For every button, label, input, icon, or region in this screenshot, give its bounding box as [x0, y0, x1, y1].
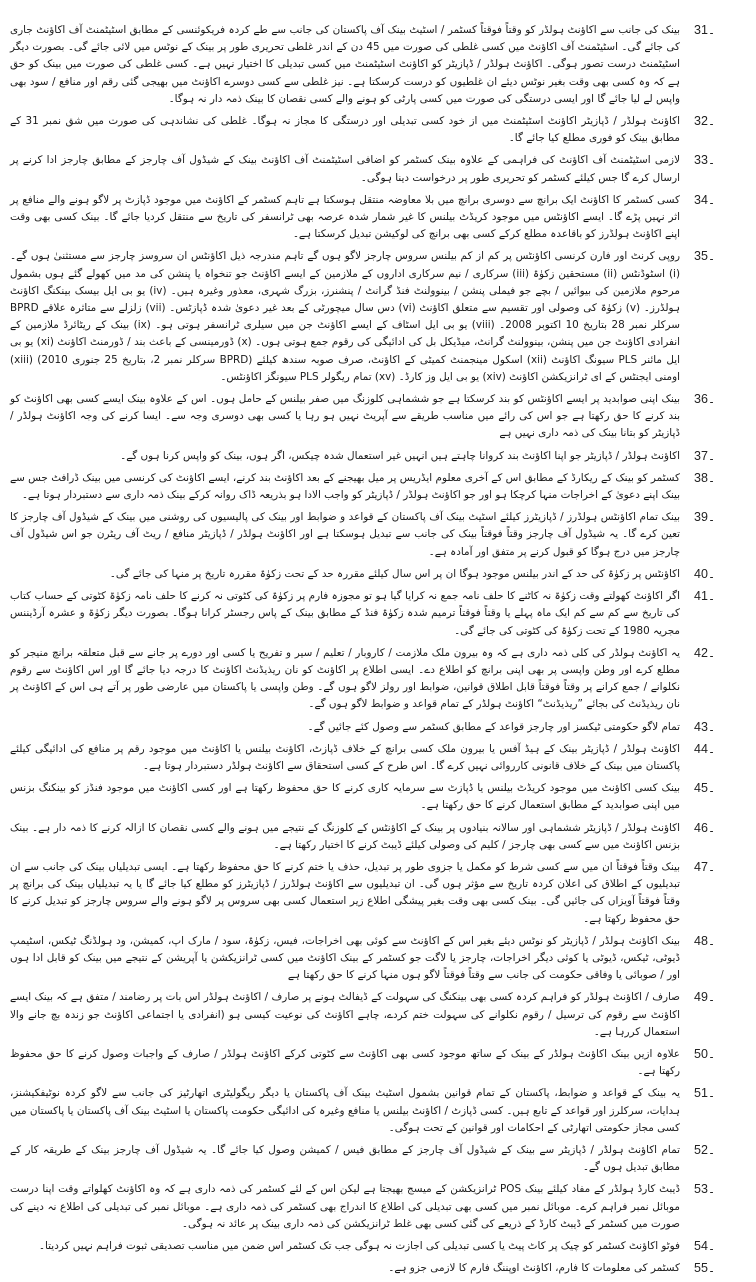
clause-34: [10, 192, 742, 244]
clause-38: [10, 470, 742, 504]
clause-number: 39۔: [694, 510, 716, 525]
clause-number: 50۔: [694, 1046, 716, 1061]
clause-text: بینک کسی اکاؤنٹ میں موجود کریڈٹ بیلنس یا ڈپازٹ سے سرمایہ کاری کرنے کا حق محفوظ رکھتا ہے اور کسی اکاؤنٹ میں موجود فنڈز کو بینکنگ بزنس میں اپنی صوابدید کے مطابق استعمال کرنے کا حق رکھتا ہے۔: [10, 782, 680, 812]
clause-40: [10, 566, 742, 583]
clause-text: بینک وقتاً فوقتاً ان میں سے کسی شرط کو مکمل یا جزوی طور پر تبدیل، حذف یا ختم کرنے کا حق محفوظ رکھتا ہے۔ ایسی تبدیلیاں بینک کی جانب سے ان تبدیلیوں کے اطلاق کی اعلان کردہ تاریخ سے مؤثر ہوں گی۔ ان تبدیلیوں سے اکاؤنٹ ہولڈرز / ڈپازیٹرز کو مطلع کیا جائے گا یا یہ تبدیلیاں بینک کی برانچ پر وقتاً فوقتاً آویزاں کی جائیں گی۔ بینک کسی بھی وقت بغیر پیشگی اطلاع زیر استعمال کسی بھی سروس پر لاگو ہونے والے سروس چارجز کو تبدیل کرنے کا حق محفوظ رکھتا ہے۔: [10, 860, 680, 925]
clause-text: تمام لاگو حکومتی ٹیکسز اور چارجز قواعد کے مطابق کسٹمر سے وصول کئے جائیں گے۔: [307, 720, 680, 733]
clause-number: 34۔: [694, 192, 716, 207]
clause-text: اکاؤنٹ ہولڈر / ڈپازیٹر ششماہی اور سالانہ بنیادوں پر بینک کے اکاؤنٹس کے کلوزنگ کے نتیجے میں ہونے والے کسی نقصان کا ازالہ کرنے کا ذمہ دار ہے۔ بینک بزنس اکاؤنٹ میں سے کسی بھی چارجز / کلیم کی وصولی کیلئے ڈیبٹ کرنے کا اختیار رکھتا ہے۔: [10, 821, 680, 851]
clause-number: 37۔: [694, 448, 716, 463]
clause-48: [10, 933, 742, 985]
clause-number: 42۔: [694, 645, 716, 660]
clause-44: [10, 741, 742, 775]
clause-text: فوٹو اکاؤنٹ کسٹمر کو چیک پر کاٹ پیٹ یا کسی تبدیلی کی اجازت نہ ہوگی جب تک کسٹمر اس ضمن میں مناسب تصدیقی ثبوت فراہم نہیں کردیتا۔: [38, 1240, 680, 1252]
clause-number: 32۔: [694, 114, 716, 129]
clause-45: [10, 780, 742, 814]
clause-text: بینک تمام اکاؤنٹس ہولڈرز / ڈپازیٹرز کیلئے اسٹیٹ بینک آف پاکستان کے قواعد و ضوابط اور بینک کی پالیسیوں کی روشنی میں بینک کے شیڈول آف چارجز کا تعین کرے گا۔ یہ شیڈول آف چارجز وقتاً فوقتاً بینک کی جانب سے تبدیل ہوسکتا ہے اور اکاؤنٹ ہولڈر / ڈپازیٹر منافع / ریٹ آف ریٹرن جو اس شیڈول آف چارجز میں درج ہوگا کو قبول کرنے پر متفق اور آمادہ ہے۔: [10, 511, 680, 558]
clause-number: 47۔: [694, 859, 716, 874]
clause-text: علاوہ ازیں بینک اکاؤنٹ ہولڈر کے بینک کے ساتھ موجود کسی بھی اکاؤنٹ سے کٹوتی کرکے اکاؤنٹ ہولڈر / صارف کے واجبات وصول کرنے کا حق محفوظ رکھتا ہے۔: [10, 1047, 680, 1078]
clause-51: [10, 1085, 742, 1137]
clause-number: 51۔: [694, 1086, 716, 1101]
clause-number: 52۔: [694, 1142, 716, 1157]
clause-number: 31۔: [694, 23, 716, 37]
clause-number: 46۔: [694, 820, 716, 835]
clause-37: [10, 448, 742, 465]
clause-number: 53۔: [694, 1182, 716, 1197]
clause-52: [10, 1142, 742, 1176]
clause-number: 40۔: [694, 566, 716, 581]
clause-39: [10, 509, 742, 561]
clause-number: 44۔: [694, 741, 716, 756]
clause-36: [10, 391, 742, 443]
clause-53: [10, 1181, 742, 1233]
clause-number: 43۔: [694, 719, 716, 734]
clause-number: 38۔: [694, 470, 716, 485]
clause-31: [10, 22, 742, 108]
clause-text: بینک کی جانب سے اکاؤنٹ ہولڈر کو وقتاً فوقتاً کسٹمر / اسٹیٹ بینک آف پاکستان کی جانب سے طے کردہ فریکوئنسی کے مطابق اسٹیٹمنٹ آف اکاؤنٹ جاری کی جائے گی۔ اسٹیٹمنٹ آف اکاؤنٹ میں کسی غلطی کی صورت میں 45 دن کے اندر غلطی تحریری طور پر بینک کے نوٹس میں لائی جائے گی۔ بصورت دیگر اسٹیٹمنٹ درست تصور ہوگی۔ اکاؤنٹ ہولڈر / ڈپازیٹر کو اکاؤنٹ اسٹیٹمنٹ میں کسی تبدیلی کا اختیار نہیں ہے۔ کسی غلطی کی صورت میں بینک کو حق ہے کہ وہ کسی بھی وقت بغیر نوٹس دیئے ان غلطیوں کو درست کرسکتا ہے۔ نیز غلطی سے کسی دوسرے اکاؤنٹ میں بھیجی گئی رقم اور منافع / سود بھی واپس لے لیا جائے گا اور ایسی درستگی کی صورت میں کسی پارٹی کو ہونے والے کسی نقصان کا بینک ذمہ دار نہ ہوگا۔: [10, 24, 680, 105]
clause-text: اگر اکاؤنٹ کھولتے وقت زکوٰۃ نہ کاٹنے کا حلف نامہ جمع نہ کرایا گیا ہو تو مجوزہ فارم پر زکوٰۃ کی کٹوتی نہ کرنے کا حلف نامہ زکوٰۃ کٹوتی کے حساب کتاب کی تاریخ سے کم سے کم ایک ماہ پہلے یا وقتاً فوقتاً ترمیم شدہ زکوٰۃ فنڈ کے مطابق بینک کے پاس رجسٹر کرانا ہوگا۔ بصورت دیگر زکوٰۃ و عشرہ آرڈیننس مجریہ 1980 کے تحت زکوٰۃ کی کٹوتی کی جائے گی۔: [10, 590, 680, 637]
clause-text: صارف / اکاؤنٹ ہولڈر کو فراہم کردہ کسی بھی بینکنگ کی سہولت کے ڈیفالٹ ہونے پر صارف / اکاؤنٹ ہولڈر اس بات پر رضامند / متفق ہے کہ بینک ایسے اکاؤنٹ سے رقوم کی ترسیل / رقوم نکلوانے کی سہولت ختم کردے، چاہے اکاؤنٹ کی نوعیت کیسی ہو (انفرادی یا اجتماعی اکاؤنٹ جو زندہ بچ جانے والا استعمال کررہا ہے۔: [10, 991, 680, 1038]
clause-50: [10, 1046, 742, 1080]
clause-text: روپی کرنٹ اور فارن کرنسی اکاؤنٹس پر کم از کم بیلنس سروس چارجز لاگو ہوں گے تاہم مندرجہ ذیل اکاؤنٹس ان سروسز چارجز سے مستثنیٰ ہوں گے۔ (i) اسٹوڈنٹس (ii) مستحقین زکوٰۃ (iii) سرکاری / نیم سرکاری اداروں کے ملازمین کے ایسے اکاؤنٹ جو تنخواہ یا پنشن کی مد میں کھولے گئے ہوں بشمول مرحوم ملازمین کی بیوائیں / بچے جو فیملی پنشن / بینوولنٹ فنڈ گرانٹ / پنشنرز، بزرگ شہری، معذور وغیرہ ہیں۔ (iv) یو بی ایل بیسک بینکنگ اکاؤنٹ ہولڈرز۔ (v) زکوٰۃ کی وصولی اور تقسیم سے متعلق اکاؤنٹ (vi) دس سال میچورٹی کے بعد غیر دعویٰ شدہ ڈپازٹس۔ (vii) زلزلے سے متاثرہ علاقے BPRD سرکلر نمبر 28 بتاریخ 10 اکتوبر 2008۔ (viii) یو بی ایل اسٹاف کے ایسے اکاؤنٹ جن میں سیلری ٹرانسفر ہوتی ہو۔ (ix) بینک کے ریٹائرڈ ملازمین کے انفرادی اکاؤنٹ جن میں پنشن، بینوولنٹ گرانٹ، میڈیکل بل کی ادائیگی کی رقوم جمع ہوتی ہوں۔ (x) ڈورمینسی کے باعث بند / ڈورمنٹ اکاؤنٹ (xi) یو بی ایل مائنر PLS سیونگ اکاؤنٹ (xii) اسکول مینجمنٹ کمیٹی کے اکاؤنٹ، صرف صوبہ سندھ کیلئے (BPRD سرکلر نمبر 2، بتاریخ 25 جنوری 2010) (xiii) اومنی ایجنٹس کے ای ٹرانزیکشن اکاؤنٹ (xiv) یو بی ایل وز کارڈ۔ (xv) تمام ریگولر PLS سیونگز اکاؤنٹس۔: [10, 250, 681, 383]
clause-46: [10, 820, 742, 854]
clause-text: تمام اکاؤنٹ ہولڈر / ڈپازیٹر سے بینک کے شیڈول آف چارجز کے مطابق فیس / کمیشن وصول کیا جائے گا۔ یہ شیڈول آف چارجز بینک کے طریقہ کار کے مطابق تبدیل ہوں گے۔: [10, 1143, 680, 1174]
clause-42: [10, 645, 742, 714]
clause-32: [10, 113, 742, 147]
clause-54: [10, 1238, 742, 1255]
clause-text: ڈیبٹ کارڈ ہولڈر کے مفاد کیلئے بینک POS ٹرانزیکشن کے میسج بھیجتا ہے لیکن اس کے لئے کسٹمر کی ذمہ داری ہے کہ وہ اکاؤنٹ کھلواتے وقت اپنا درست موبائل نمبر فراہم کرے۔ موبائل نمبر میں کسی بھی تبدیلی کی اطلاع کا اندراج بھی کسٹمر کی ذمہ داری ہے۔ موبائل نمبر کی تبدیلی کی اطلاع نہ دینے کی صورت میں کسٹمر کے ڈیبٹ کارڈ کے ذریعے کی گئی کسی بھی غلط ٹرانزیکشن کی ذمہ داری بینک پر عائد نہ ہوگی۔: [10, 1183, 680, 1230]
clause-text: بینک اکاؤنٹ ہولڈر / ڈپازیٹر کو نوٹس دیئے بغیر اس کے اکاؤنٹ سے کوئی بھی اخراجات، فیس، زکوٰۃ، سود / مارک اپ، کمیشن، ود ہولڈنگ ٹیکس، اسٹیمپ ڈیوٹی، ٹیکس، ڈیوٹی یا کوئی دیگر اخراجات، چارجز یا لاگت جو کسٹمر کے بینک اکاؤنٹ میں کسی ٹرانزیکشن یا آپریشن کے نتیجے میں بینک کو قابل ادا ہوں اور / صوبائی یا وفاقی حکومت کی جانب سے وقتاً فوقتاً لاگو ہوں منہا کرنے کا حق رکھتا ہے: [10, 934, 680, 982]
clause-text: اکاؤنٹ ہولڈر / ڈپازیٹر بینک کے ہیڈ آفس یا بیرون ملک کسی برانچ کے خلاف ڈپازٹ، اکاؤنٹ بیلنس یا اکاؤنٹ میں موجود رقم پر منافع کی ادائیگی کیلئے پاکستان میں بینک کے خلاف قانونی کارروائی نہیں کرے گا۔ اس طرح کے کسی استحقاق سے اکاؤنٹ ہولڈر دستبردار ہوتا ہے۔: [10, 742, 680, 772]
clause-number: 35۔: [694, 249, 716, 264]
clause-47: [10, 859, 742, 928]
clause-33: [10, 152, 742, 186]
clause-text: اکاؤنٹ ہولڈر / ڈپازیٹر اکاؤنٹ اسٹیٹمنٹ میں از خود کسی تبدیلی اور درستگی کا مجاز نہ ہوگا۔ غلطی کی نشاندہی کی صورت میں شق نمبر 31 کے مطابق بینک کو فوری مطلع کیا جائے گا۔: [10, 115, 680, 145]
clause-number: 55۔: [694, 1261, 716, 1276]
clause-text: بینک اپنی صوابدید پر ایسے اکاؤنٹس کو بند کرسکتا ہے جو ششماہی کلوزنگ میں صفر بیلنس کے حامل ہوں۔ اس کے علاوہ بینک ایسے کسی بھی اکاؤنٹ کو بند کرنے کا حق رکھتا ہے جو اس کی رائے میں مناسب طریقے سے آپریٹ نہیں ہو رہا یا کسی بھی دوسری وجہ سے۔ ایسا کرنے کی وجہ اکاؤنٹ ہولڈر / ڈپازیٹر کو بتانا بینک کی ذمہ داری نہیں ہے: [10, 393, 680, 440]
clause-text: اکاؤنٹ ہولڈر / ڈپازیٹر جو اپنا اکاؤنٹ بند کروانا چاہتے ہیں انہیں غیر استعمال شدہ چیکس، اگر ہوں، بینک کو واپس کرنا ہوں گے۔: [120, 449, 680, 462]
clause-text: کسٹمر کی معلومات کا فارم، اکاؤنٹ اوپننگ فارم کا لازمی جزو ہے۔: [388, 1262, 680, 1275]
clause-text: لازمی اسٹیٹمنٹ آف اکاؤنٹ کی فراہمی کے علاوہ بینک کسٹمر کو اضافی اسٹیٹمنٹ آف اکاؤنٹ بینک کے شیڈول آف چارجز کے مطابق چارجز ادا کرنے پر ارسال کرے گا جس کیلئے کسٹمر کو تحریری طور پر درخواست دینا ہوگی۔: [10, 154, 680, 184]
clause-text: اکاؤنٹس پر زکوٰۃ کی حد کے اندر بیلنس موجود ہوگا ان پر اس سال کیلئے مقررہ حد کے تحت زکوٰۃ مقررہ تاریخ پر منہا کی جائے گی۔: [109, 567, 680, 580]
clause-number: 41۔: [694, 589, 716, 604]
clause-number: 49۔: [694, 990, 716, 1005]
clause-text: کسی کسٹمر کا اکاؤنٹ ایک برانچ سے دوسری برانچ میں بلا معاوضہ منتقل ہوسکتا ہے تاہم کسٹمر کے اکاؤنٹ میں موجود ڈپازٹ پر لاگو ہونے والے منافع پر اثر نہیں پڑے گا۔ ایسے اکاؤنٹس میں موجود کریڈٹ بیلنس کا غیر شمار شدہ عرصہ بھی ٹرانسفر کی تاریخ سے منتقل کردیا جائے گا۔ بینک کسی بھی وقت اپنے اکاؤنٹ ہولڈرز کو باقاعدہ مطلع کرکے کسی بھی برانچ کی لوکیشن تبدیل کرسکتا ہے۔: [10, 193, 680, 241]
clause-text: کسٹمر کو بینک کے ریکارڈ کے مطابق اس کے آخری معلوم ایڈریس پر میل بھیجنے کے بعد اکاؤنٹ بند کرنے، ایسے اکاؤنٹ کی کرنسی میں بینک ڈرافٹ جس سے بینک اپنے دعویٰ کے اخراجات منہا کرچکا ہو اور جو اکاؤنٹ ہولڈر / ڈپازیٹر کو واجب الادا ہو بذریعہ ڈاک روانہ کرکے بینک ذمہ داری سے دستبردار ہوتا ہے۔: [10, 471, 680, 502]
clause-43: [10, 719, 742, 736]
clause-49: [10, 989, 742, 1041]
clause-number: 45۔: [694, 781, 716, 796]
clause-number: 33۔: [694, 153, 716, 168]
clause-number: 54۔: [694, 1239, 716, 1253]
clause-text: یہ بینک کے قواعد و ضوابط، پاکستان کے تمام قوانین بشمول اسٹیٹ بینک آف پاکستان یا دیگر ریگولیٹری اتھارٹیز کی جانب سے لاگو کردہ نوٹیفکیشنز، ہدایات، سرکلرز اور قواعد کے تابع ہیں۔ کسی ڈپازٹ / اکاؤنٹ بیلنس یا منافع وغیرہ کی ادائیگی حکومت پاکستان یا اسٹیٹ بینک آف پاکستان یا پاکستان میں کسی مجاز حکومتی اتھارٹی کے احکامات اور قوانین کے تحت ہوگی۔: [10, 1087, 680, 1134]
clause-35: [10, 248, 742, 386]
clause-number: 36۔: [694, 392, 716, 407]
clause-number: 48۔: [694, 933, 716, 948]
clause-55: [10, 1260, 742, 1277]
terms-document: [0, 22, 756, 1282]
clause-text: یہ اکاؤنٹ ہولڈر کی کلی ذمہ داری ہے کہ وہ بیرون ملک ملازمت / کاروبار / تعلیم / سیر و تفریح یا کسی اور دورے پر جانے سے قبل متعلقہ برانچ منیجر کو مطلع کرے اور وطن واپسی پر بھی اپنی برانچ کو اطلاع دے۔ ایسی اطلاع پر اکاؤنٹ کو نان ریذیڈنٹ اکاؤنٹ کا درجہ دیا جائے گا اور اس اکاؤنٹ سے رقوم نکلوانے / جمع کرانے پر وقتاً فوقتاً قابل اطلاق قوانین، ضوابط اور رولز لاگو ہوں گے۔ وطن واپسی یا پاکستان میں عارضی طور پر آتے ہی اس کے اکاؤنٹ پر نان ریذیڈنٹ کی بجائے ”ریذیڈنٹ“ اکاؤنٹ ہولڈر کے تمام قواعد و ضوابط لاگو ہوں گے۔: [10, 646, 680, 711]
clause-41: [10, 588, 742, 640]
